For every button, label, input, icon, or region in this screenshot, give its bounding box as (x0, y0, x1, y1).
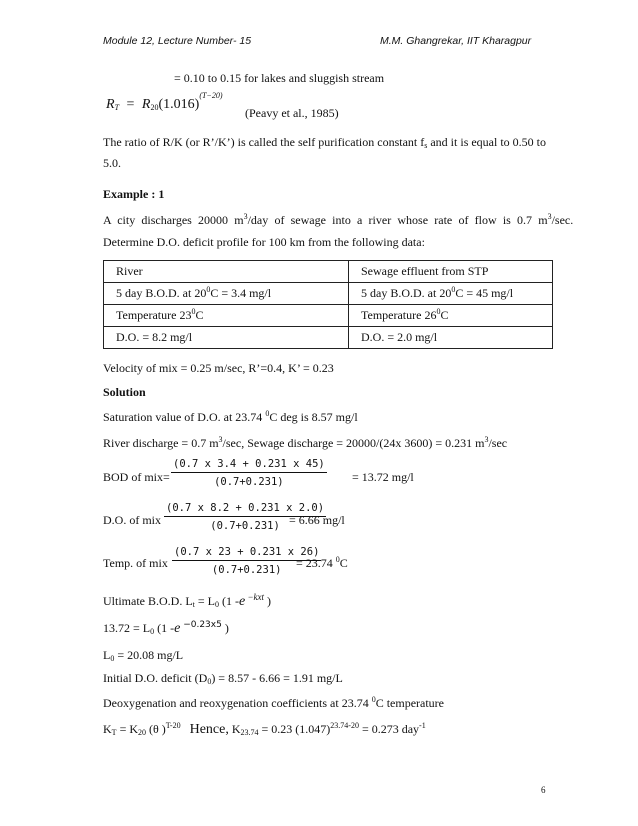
coefficients-heading-line: Deoxygenation and reoxygenation coefficients at 23.74 $^0$C temperature (103, 695, 445, 710)
do-mix-denominator: (0.7+0.231) (164, 516, 326, 532)
temp-mix-numerator: (0.7 x 23 + 0.231 x 26) (174, 546, 320, 558)
temp-mix-label: Temp. of mix (103, 556, 168, 570)
data-table (103, 260, 553, 349)
header-module-lecture: Module 12, Lecture Number- 15 (103, 35, 252, 47)
l0-result-line: $L_0 = 20.08$ mg/L (103, 648, 184, 663)
table-cell-sewage-bod: 5 day B.O.D. at $20^0C = 45$ mg/l (349, 283, 553, 305)
velocity-line: Velocity of mix = 0.25 m/sec, R’=0.4, K’ = 0.23 (103, 361, 334, 375)
table-cell-river-header: River (104, 261, 349, 283)
table-row (104, 327, 553, 349)
table-cell-sewage-header: Sewage effluent from STP (349, 261, 553, 283)
formula-base: (1.016) (158, 97, 200, 112)
table-row (104, 305, 553, 327)
bod-mix-fraction (171, 458, 327, 488)
table-row (104, 283, 553, 305)
formula-r: R (106, 97, 115, 112)
ratio-paragraph-line2: 5.0. (103, 156, 121, 170)
example-text-line2: Determine D.O. deficit profile for 100 km from the following data: (103, 235, 425, 249)
table-row (104, 261, 553, 283)
do-mix-numerator: (0.7 x 8.2 + 0.231 x 2.0) (166, 502, 325, 514)
initial-deficit-line: Initial D.O. deficit $(D_0) = 8.57 - 6.66 = 1.91$ mg/L (103, 671, 343, 686)
header-author: M.M. Ghangrekar, IIT Kharagpur (380, 35, 532, 47)
table-cell-river-bod: 5 day B.O.D. at $20^0C = 3.4$ mg/l (104, 283, 349, 305)
ultimate-bod-equation: Ultimate B.O.D. $L_t = L_0$ (1 -e $^{-kxt}$ ) (103, 592, 272, 609)
page-number: 6 (541, 785, 546, 795)
table-cell-sewage-do: D.O. = 2.0 mg/l (349, 327, 553, 349)
formula-20-sub: 20 (150, 103, 159, 112)
bod-mix-result: = 13.72 mg/l (352, 470, 414, 484)
kt-equation-line: $K_T = K_{20}$ (θ )$^{T-20}$ Hence, $K_{23.74} = 0.23$ $(1.047)^{23.74-20} = 0.273$ day$^{-1}$ (103, 721, 426, 737)
temp-mix-denominator: (0.7+0.231) (172, 560, 321, 576)
temp-mix-result: = 23.74 $^0$C (296, 555, 348, 570)
saturation-line: Saturation value of D.O. at 23.74 $^0$C deg is 8.57 mg/l (103, 409, 358, 424)
formula-exponent: (T−20) (199, 91, 223, 100)
discharge-line: River discharge = 0.7 $m^3/\sec$, Sewage discharge = 20000/(24x 3600) = 0.231 $m^3/\sec$ (103, 435, 508, 450)
do-mix-label: D.O. of mix (103, 513, 161, 527)
l0-solve-equation: $13.72 = L_0$ (1 -e $^{-0.23x5}$ ) (103, 620, 229, 636)
table-cell-river-do: D.O. = 8.2 mg/l (104, 327, 349, 349)
bod-mix-numerator: (0.7 x 3.4 + 0.231 x 45) (173, 458, 325, 470)
table-cell-sewage-temp: Temperature $26^0C$ (349, 305, 553, 327)
ratio-paragraph-line1: The ratio of R/K (or R’/K’) is called the self purification constant $f_s$ and it is equal to 0.50 to (103, 135, 547, 150)
bod-mix-label: BOD of mix= (103, 470, 170, 484)
solution-heading: Solution (103, 385, 146, 399)
rt-formula (106, 91, 223, 113)
citation-peavy: (Peavy et al., 1985) (245, 106, 339, 120)
do-mix-result: = 6.66 mg/l (289, 513, 345, 527)
table-cell-river-temp: Temperature $23^0C$ (104, 305, 349, 327)
bod-mix-denominator: (0.7+0.231) (171, 472, 327, 488)
lakes-value-line: = 0.10 to 0.15 for lakes and sluggish stream (174, 71, 385, 85)
formula-t-sub: T (114, 103, 120, 112)
example-text-line1: A city discharges 20000 $m^3$/day of sewage into a river whose rate of flow is 0.7 $m^3/\sec$. (103, 212, 574, 227)
example-heading: Example : 1 (103, 187, 165, 201)
formula-r20: R (141, 97, 151, 112)
formula-equals: = (126, 97, 135, 112)
